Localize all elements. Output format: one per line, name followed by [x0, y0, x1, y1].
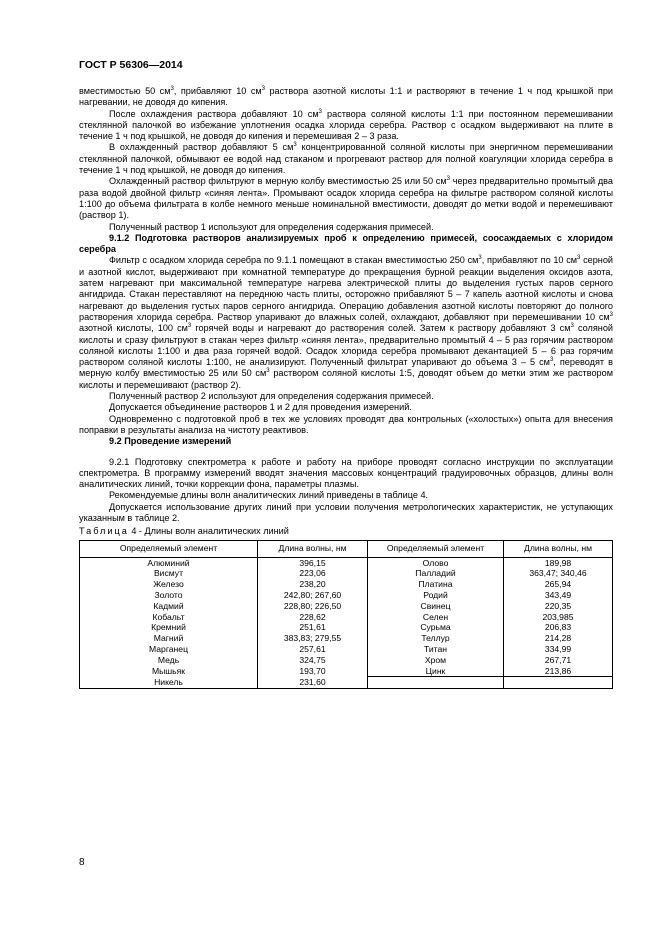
- cell-element-right: [368, 677, 504, 688]
- cell-wavelength-right: 213,86: [504, 666, 613, 677]
- cell-element-right: Олово: [368, 557, 504, 568]
- cell-wavelength-left: 242,80; 267,60: [258, 590, 368, 601]
- paragraph-921: 9.2.1 Подготовку спектрометра к работе и работу на приборе проводят согласно инструкции по эксплуатации спектрометра. В программу измерений вводят значения массовых концентраций градуировочных образцов, длины волн аналитических линий, точки коррекции фона, параметры плазмы.: [79, 456, 613, 490]
- paragraph-912: Фильтр с осадком хлорида серебра по 9.1.1 помещают в стакан вместимостью 250 $см^3$, прибавляют по 10 $см^3$ серной и азотной кислот, выдерживают при комнатной температуре до прекращения бурной реакции выделения оксидов азота, затем нагревают при максимальной температуре нагрева электрической плиты до выделения густых паров серного ангидрида. Стакан переставляют на переднюю часть плиты, осторожно прибавляют 5 – 7 капель азотной кислоты и снова нагревают до выделения густых паров серного ангидрида. Операцию добавления азотной кислоты повторяют до полного растворения хлорида серебра. Раствор упаривают до влажных солей, охлаждают, добавляют при перемешивании 10 $см^3$ азотной кислоты, 100 $см^3$ горячей воды и нагревают до растворения солей. Затем к раствору добавляют 3 $см^3$ соляной кислоты и сразу фильтруют в стакан через фильтр «синяя лента», предварительно промытый 4 – 5 раз горячим раствором соляной кислоты 1:100 и два раза горячей водой. Осадок хлорида серебра промывают декантацией 5 – 6 раз горячим раствором соляной кислоты 1:100, не анализируют. Полученный фильтрат упаривают до объема 3 – 5 $см^3$, переводят в мерную колбу вместимостью 25 или 50 $см^3$ раствором соляной кислоты 1:5, доводят объем до метки этим же раствором кислоты и перемешивают (раствор 2).: [79, 255, 613, 390]
- header-wavelength-right: Длина волны, нм: [504, 540, 613, 557]
- cell-wavelength-left: 251,61: [258, 622, 368, 633]
- document-header: ГОСТ Р 56306—2014: [79, 59, 183, 71]
- cell-wavelength-left: 228,62: [258, 612, 368, 623]
- paragraph-9: Рекомендуемые длины волн аналитических линий приведены в таблице 4.: [109, 490, 429, 501]
- cell-element-right: Селен: [368, 612, 504, 623]
- cell-element-left: Марганец: [80, 644, 258, 655]
- cell-element-right: Платина: [368, 579, 504, 590]
- table-body: [80, 557, 613, 688]
- table-row: [80, 612, 613, 623]
- table-row: [80, 677, 613, 688]
- cell-wavelength-left: 231,60: [258, 677, 368, 688]
- table-row: [80, 622, 613, 633]
- table-caption: Таблица 4 - Длины волн аналитических линий: [79, 526, 289, 537]
- cell-element-left: Алюминий: [80, 557, 258, 568]
- paragraph-6: Полученный раствор 2 используют для определения содержания примесей.: [109, 391, 434, 402]
- cell-wavelength-right: 206,83: [504, 622, 613, 633]
- cell-wavelength-left: 228,80; 226,50: [258, 601, 368, 612]
- cell-wavelength-right: [504, 677, 613, 688]
- table-row: [80, 633, 613, 644]
- cell-wavelength-right: 189,98: [504, 557, 613, 568]
- cell-wavelength-right: 220,35: [504, 601, 613, 612]
- cell-element-left: Висмут: [80, 568, 258, 579]
- cell-wavelength-left: 396,15: [258, 557, 368, 568]
- paragraph-3: В охлажденный раствор добавляют 5 $см^3$ концентрированной соляной кислоты при энергичном перемешивании стеклянной палочкой, обмывают ее водой над стаканом и прогревают раствор для полной коагуляции хлорида серебра в течение 1 ч под крышкой, не доводя до кипения.: [79, 142, 613, 176]
- header-element-left: Определяемый элемент: [80, 540, 258, 557]
- cell-wavelength-left: 193,70: [258, 666, 368, 677]
- cell-wavelength-right: 334,99: [504, 644, 613, 655]
- cell-element-left: Мышьяк: [80, 666, 258, 677]
- cell-element-right: Родий: [368, 590, 504, 601]
- cell-element-right: Хром: [368, 655, 504, 666]
- table-row: [80, 666, 613, 677]
- section-heading-92: 9.2 Проведение измерений: [109, 436, 232, 447]
- cell-wavelength-right: 343,49: [504, 590, 613, 601]
- cell-element-left: Кремний: [80, 622, 258, 633]
- cell-wavelength-right: 267,71: [504, 655, 613, 666]
- table-row: [80, 655, 613, 666]
- paragraph-4: Охлажденный раствор фильтруют в мерную колбу вместимостью 25 или 50 $см^3$ через предварительно промытый два раза водой двойной фильтр «синяя лента». Промывают осадок хлорида серебра на фильтре раствором соляной кислоты 1:100 до объема фильтрата в колбе немного меньше номинальной вместимости, доводят до метки водой и перемешивают (раствор 1).: [79, 176, 613, 221]
- document-body: [79, 86, 613, 689]
- cell-element-right: Палладий: [368, 568, 504, 579]
- cell-element-left: Кадмий: [80, 601, 258, 612]
- cell-element-left: Никель: [80, 677, 258, 688]
- cell-wavelength-left: 223,06: [258, 568, 368, 579]
- cell-element-right: Титан: [368, 644, 504, 655]
- cell-wavelength-left: 257,61: [258, 644, 368, 655]
- paragraph-5: Полученный раствор 1 используют для определения содержания примесей.: [109, 221, 434, 232]
- paragraph-8: Одновременно с подготовкой проб в тех же условиях проводят два контрольных («холостых») опыта для внесения поправки в результаты анализа на чистоту реактивов.: [79, 413, 613, 435]
- cell-element-left: Золото: [80, 590, 258, 601]
- cell-element-left: Железо: [80, 579, 258, 590]
- table-row: [80, 644, 613, 655]
- paragraph-2: После охлаждения раствора добавляют 10 $см^3$ раствора соляной кислоты 1:1 при постоянном перемешивании стеклянной палочкой во избежание уплотнения осадка хлорида серебра. Раствор с осадком выдерживают на плите в течение 1 ч под крышкой, не доводя до кипения и перемешивая 2 – 3 раза.: [79, 108, 613, 142]
- page-number: 8: [79, 857, 85, 868]
- cell-wavelength-left: 383,83; 279,55: [258, 633, 368, 644]
- cell-element-right: Цинк: [368, 666, 504, 677]
- header-wavelength-left: Длина волны, нм: [258, 540, 368, 557]
- header-element-right: Определяемый элемент: [368, 540, 504, 557]
- cell-wavelength-left: 238,20: [258, 579, 368, 590]
- wavelength-table: [79, 540, 613, 689]
- paragraph-1: вместимостью 50 $см^3$, прибавляют 10 $см^3$ раствора азотной кислоты 1:1 и растворяют в течение 1 ч под крышкой при нагревании, не доводя до кипения.: [79, 86, 613, 108]
- cell-wavelength-right: 203,985: [504, 612, 613, 623]
- paragraph-7: Допускается объединение растворов 1 и 2 для проведения измерений.: [109, 402, 412, 413]
- cell-element-left: Кобальт: [80, 612, 258, 623]
- section-heading-912: 9.1.2 Подготовка растворов анализируемых проб к определению примесей, соосаждаемых с хлоридом серебра: [79, 232, 613, 255]
- cell-element-left: Магний: [80, 633, 258, 644]
- table-row: [80, 579, 613, 590]
- cell-element-right: Теллур: [368, 633, 504, 644]
- cell-wavelength-right: 214,28: [504, 633, 613, 644]
- cell-element-left: Медь: [80, 655, 258, 666]
- table-row: [80, 590, 613, 601]
- cell-element-right: Свинец: [368, 601, 504, 612]
- table-row: [80, 601, 613, 612]
- table-row: [80, 557, 613, 568]
- table-header-row: [80, 540, 613, 557]
- cell-wavelength-left: 324,75: [258, 655, 368, 666]
- cell-wavelength-right: 265,94: [504, 579, 613, 590]
- paragraph-10: Допускается использование других линий при условии получения метрологических характеристик, не уступающих указанным в таблице 2.: [79, 501, 613, 523]
- table-row: [80, 568, 613, 579]
- cell-element-right: Сурьма: [368, 622, 504, 633]
- cell-wavelength-right: 363,47; 340,46: [504, 568, 613, 579]
